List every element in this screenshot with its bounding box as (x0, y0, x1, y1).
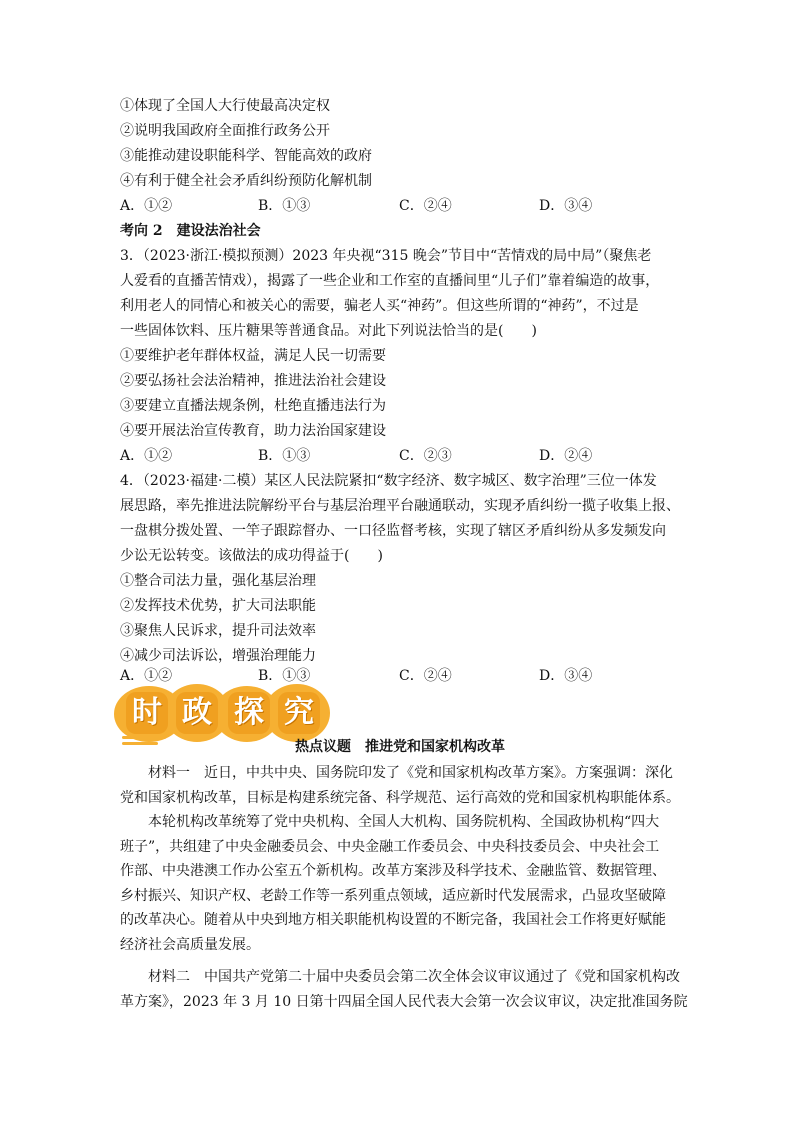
question-3-text: 3．（2023·浙江·模拟预测）2023 年央视“315 晚会”节目中“苦情戏的局中局”（聚焦老 (120, 248, 652, 264)
option-b[interactable]: B．①③ (258, 668, 311, 684)
material-one (120, 761, 682, 957)
paragraph-line: 乡村振兴、知识产权、老龄工作等一系列重点领域，适应新时代发展需求，凸显攻坚破障 (120, 887, 666, 904)
choice-statement: ①整合司法力量，强化基层治理 (120, 573, 316, 589)
paragraph-line: 经济社会高质量发展。 (120, 936, 260, 953)
option-c[interactable]: C．②③ (399, 448, 452, 464)
question-4-text: 展思路，率先推进法院解纷平台与基层治理平台融通联动，实现矛盾纠纷一揽子收集上报、 (120, 498, 680, 514)
paragraph-line: 材料一 近日，中共中央、国务院印发了《党和国家机构改革方案》。方案强调：深化 (120, 765, 673, 781)
option-b[interactable]: B．①③ (258, 198, 311, 214)
paragraph-line: 作部、中央港澳工作办公室五个新机构。改革方案涉及科学技术、金融监管、数据管理、 (120, 863, 666, 879)
choice-statement: ④减少司法诉讼，增强治理能力 (120, 648, 316, 664)
choice-statement: ③能推动建设职能科学、智能高效的政府 (120, 148, 372, 164)
paragraph-line: 材料二 中国共产党第二十届中央委员会第二次全体会议审议通过了《党和国家机构改 (120, 969, 680, 985)
option-a[interactable]: A．①② (120, 448, 173, 464)
question-4-text: 少讼无讼转变。该做法的成功得益于( ) (120, 548, 383, 564)
banner-char: 政 (176, 692, 218, 734)
choice-statement: ②说明我国政府全面推行政务公开 (120, 123, 330, 139)
option-d[interactable]: D．②④ (539, 448, 593, 464)
question-3-text: 利用老人的同情心和被关心的需要，骗老人买“神药”。但这些所谓的“神药”，不过是 (120, 298, 639, 314)
choice-statement: ③聚焦人民诉求，提升司法效率 (120, 623, 316, 639)
option-a[interactable]: A．①② (120, 668, 173, 684)
paragraph-line: 本轮机构改革统筹了党中央机构、全国人大机构、国务院机构、全国政协机构“四大 (120, 814, 660, 830)
banner-char: 探 (228, 692, 270, 734)
choice-statement: ④要开展法治宣传教育，助力法治国家建设 (120, 423, 386, 439)
paragraph-line: 党和国家机构改革，目标是构建系统完备、科学规范、运行高效的党和国家机构职能体系。 (120, 789, 680, 806)
question-3-text: 人爱看的直播苦情戏），揭露了一些企业和工作室的直播间里“儿子们”靠着编造的故事， (120, 273, 660, 289)
choice-statement: ①体现了全国人大行使最高决定权 (120, 98, 330, 114)
option-c[interactable]: C．②④ (399, 198, 452, 214)
paragraph-line: 班子”，共组建了中央金融委员会、中央金融工作委员会、中央科技委员会、中央社会工 (120, 838, 660, 855)
banner-char: 究 (278, 692, 320, 734)
choice-statement: ②发挥技术优势，扩大司法职能 (120, 598, 316, 614)
choice-statement: ④有利于健全社会矛盾纠纷预防化解机制 (120, 173, 372, 189)
topic-title: 热点议题 推进党和国家机构改革 (295, 739, 505, 755)
choice-statement: ②要弘扬社会法治精神，推进法治社会建设 (120, 373, 386, 389)
question-3-text: 一些固体饮料、压片糖果等普通食品。对此下列说法恰当的是( ) (120, 323, 537, 339)
option-d[interactable]: D．③④ (539, 668, 593, 684)
paragraph-line: 革方案》，2023 年 3 月 10 日第十四届全国人民代表大会第一次会议审议，决定批准国务院 (120, 993, 688, 1010)
option-a[interactable]: A．①② (120, 198, 173, 214)
material-two (120, 965, 688, 1014)
banner-char: 时 (126, 692, 168, 734)
option-d[interactable]: D．③④ (539, 198, 593, 214)
paragraph-line: 的改革决心。随着从中央到地方相关职能机构设置的不断完备，我国社会工作将更好赋能 (120, 912, 666, 928)
choice-statement: ③要建立直播法规条例，杜绝直播违法行为 (120, 398, 386, 414)
section-heading: 考向 2 建设法治社会 (120, 223, 261, 239)
choice-statement: ①要维护老年群体权益，满足人民一切需要 (120, 348, 386, 364)
option-c[interactable]: C．②④ (399, 668, 452, 684)
question-4-text: 一盘棋分拨处置、一竿子跟踪督办、一口径监督考核，实现了辖区矛盾纠纷从多发频发向 (120, 523, 666, 539)
option-b[interactable]: B．①③ (258, 448, 311, 464)
question-4-text: 4．（2023·福建·二模）某区人民法院紧扣“数字经济、数字城区、数字治理”三位一体发 (120, 473, 657, 489)
